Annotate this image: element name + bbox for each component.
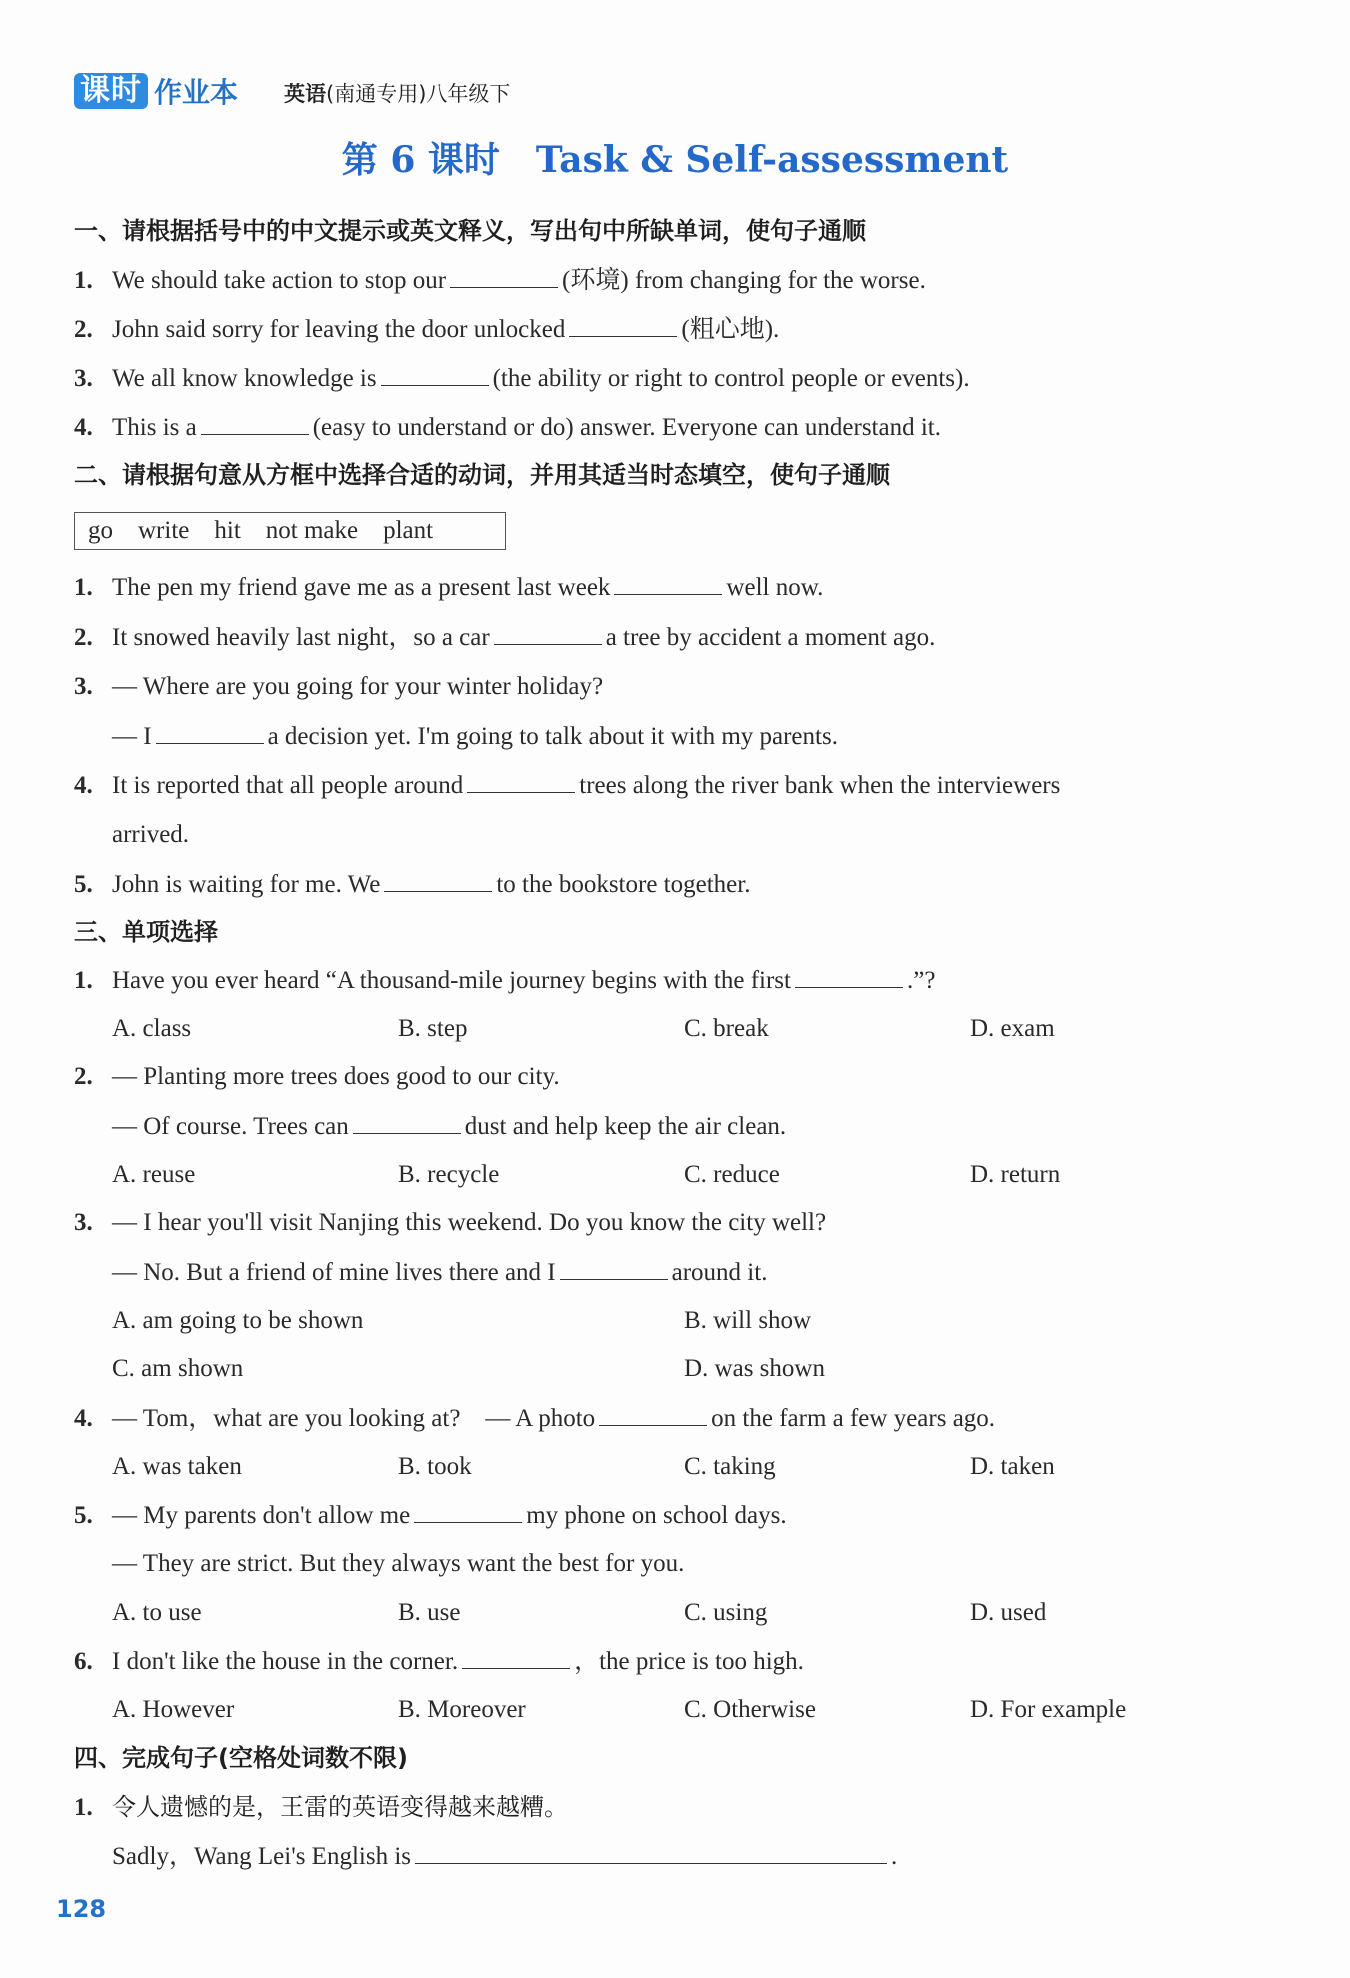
- question-text: .”?: [906, 967, 936, 994]
- option-a[interactable]: A. reuse: [112, 1161, 196, 1188]
- question-text: John is waiting for me. We: [112, 871, 381, 898]
- answer-blank[interactable]: [467, 770, 575, 793]
- option-b[interactable]: B. Moreover: [398, 1696, 526, 1723]
- question-text: — Of course. Trees can: [112, 1113, 349, 1140]
- option-c[interactable]: C. reduce: [684, 1161, 780, 1188]
- question-text: — I hear you'll visit Nanjing this weekend. Do you know the city well?: [112, 1209, 827, 1236]
- s1-question-2: [74, 314, 779, 345]
- s3-question-5: [74, 1500, 787, 1531]
- question-text: It is reported that all people around: [112, 772, 464, 799]
- question-text: .: [891, 1843, 898, 1870]
- logo-zuoye: 作业本: [154, 76, 239, 109]
- answer-blank[interactable]: [560, 1257, 668, 1280]
- question-text: John said sorry for leaving the door unlocked: [112, 316, 566, 343]
- subject-label: [284, 78, 510, 108]
- option-b[interactable]: B. recycle: [398, 1161, 500, 1188]
- option-b[interactable]: B. will show: [684, 1307, 812, 1334]
- question-number: 2.: [74, 316, 93, 343]
- question-number: 5.: [74, 1502, 93, 1529]
- question-text: a tree by accident a moment ago.: [605, 624, 936, 651]
- question-number: 6.: [74, 1648, 93, 1675]
- question-text: — Tom，what are you looking at? — A photo: [112, 1405, 596, 1432]
- s3-question-2: [74, 1062, 560, 1092]
- s2-question-4: [74, 770, 1060, 801]
- s2-question-4-cont: arrived.: [112, 821, 190, 848]
- question-number: 3.: [74, 1209, 93, 1236]
- question-text: — My parents don't allow me: [112, 1502, 411, 1529]
- s4-question-1-sentence: [112, 1841, 897, 1872]
- question-number: 2.: [74, 1063, 93, 1090]
- answer-blank[interactable]: [614, 572, 722, 595]
- s3-question-2-reply: [112, 1111, 786, 1142]
- option-b[interactable]: B. step: [398, 1015, 468, 1042]
- section-4-heading: 四、完成句子(空格处词数不限): [74, 1744, 408, 1772]
- page-title: 第 6 课时 Task & Self-assessment: [341, 139, 1009, 181]
- option-d[interactable]: D. exam: [970, 1015, 1055, 1042]
- question-text: This is a: [112, 414, 197, 441]
- s2-question-3: [74, 672, 603, 702]
- s2-question-5: [74, 869, 750, 900]
- question-text: 令人遗憾的是，王雷的英语变得越来越糟。: [112, 1793, 568, 1821]
- question-number: 3.: [74, 365, 93, 392]
- s2-question-3-reply: [112, 721, 838, 752]
- option-a[interactable]: A. was taken: [112, 1453, 242, 1480]
- question-number: 4.: [74, 1405, 93, 1432]
- question-number: 1.: [74, 574, 93, 601]
- publisher-logo: [74, 72, 238, 110]
- question-text: — Where are you going for your winter holiday?: [112, 673, 604, 700]
- s2-question-1: [74, 572, 823, 603]
- option-d[interactable]: D. return: [970, 1161, 1061, 1188]
- question-text: my phone on school days.: [526, 1502, 787, 1529]
- section-1-heading: 一、请根据括号中的中文提示或英文释义，写出句中所缺单词，使句子通顺: [74, 217, 866, 245]
- option-c[interactable]: C. taking: [684, 1453, 776, 1480]
- s4-question-1: [74, 1792, 568, 1823]
- s3-question-6: [74, 1646, 804, 1677]
- question-text: dust and help keep the air clean.: [464, 1113, 787, 1140]
- question-text: trees along the river bank when the interviewers: [579, 772, 1061, 799]
- option-c[interactable]: C. Otherwise: [684, 1696, 816, 1723]
- question-text: The pen my friend gave me as a present last week: [112, 574, 611, 601]
- s3-question-3: [74, 1208, 826, 1238]
- s2-question-2: [74, 622, 935, 653]
- question-number: 5.: [74, 871, 93, 898]
- question-text: Sadly，Wang Lei's English is: [112, 1843, 411, 1870]
- subject-grade: 八年级下: [426, 82, 511, 106]
- question-number: 1.: [74, 267, 93, 294]
- question-number: 1.: [74, 967, 93, 994]
- question-text: I don't like the house in the corner.: [112, 1648, 459, 1675]
- question-text: — Planting more trees does good to our city.: [112, 1063, 560, 1090]
- question-text: around it.: [671, 1259, 768, 1286]
- question-number: 1.: [74, 1794, 93, 1821]
- s3-question-3-reply: [112, 1257, 767, 1288]
- option-b[interactable]: B. use: [398, 1599, 461, 1626]
- question-text: It snowed heavily last night，so a car: [112, 624, 490, 651]
- answer-blank[interactable]: [414, 1500, 522, 1523]
- question-text: (环境) from changing for the worse.: [562, 267, 926, 294]
- question-text: (easy to understand or do) answer. Everyone can understand it.: [312, 414, 941, 441]
- option-a[interactable]: A. to use: [112, 1599, 202, 1626]
- question-text: — No. But a friend of mine lives there and I: [112, 1259, 556, 1286]
- question-text: to the bookstore together.: [496, 871, 751, 898]
- answer-blank[interactable]: [494, 622, 602, 645]
- answer-blank[interactable]: [462, 1646, 570, 1669]
- answer-blank[interactable]: [415, 1841, 887, 1864]
- answer-blank[interactable]: [156, 721, 264, 744]
- question-number: 3.: [74, 673, 93, 700]
- option-d[interactable]: D. used: [970, 1599, 1047, 1626]
- logo-keshi: 课时: [74, 73, 148, 109]
- answer-blank[interactable]: [599, 1403, 707, 1426]
- answer-blank[interactable]: [450, 265, 558, 288]
- s1-question-1: [74, 265, 926, 296]
- section-2-heading: 二、请根据句意从方框中选择合适的动词，并用其适当时态填空，使句子通顺: [74, 461, 890, 489]
- section-3-heading: 三、单项选择: [74, 918, 218, 946]
- answer-blank[interactable]: [381, 363, 489, 386]
- question-text: We all know knowledge is: [112, 365, 377, 392]
- question-number: 4.: [74, 414, 93, 441]
- question-text: on the farm a few years ago.: [711, 1405, 996, 1432]
- option-a[interactable]: A. am going to be shown: [112, 1307, 364, 1334]
- subject-paren: (南通专用): [326, 82, 427, 106]
- option-c[interactable]: C. break: [684, 1015, 769, 1042]
- answer-blank[interactable]: [201, 412, 309, 435]
- answer-blank[interactable]: [384, 869, 492, 892]
- option-a[interactable]: A. However: [112, 1696, 235, 1723]
- word-box-words: go write hit not make plant: [88, 517, 434, 544]
- question-text: a decision yet. I'm going to talk about it with my parents.: [267, 723, 838, 750]
- question-number: 4.: [74, 772, 93, 799]
- question-text: ，the price is too high.: [574, 1648, 804, 1675]
- answer-blank[interactable]: [569, 314, 677, 337]
- question-text: Have you ever heard “A thousand-mile journey begins with the first: [112, 967, 791, 994]
- option-c[interactable]: C. using: [684, 1599, 768, 1626]
- s3-question-4: [74, 1403, 995, 1434]
- subject-main: 英语: [284, 82, 326, 106]
- question-text: (粗心地).: [681, 316, 780, 343]
- s1-question-3: [74, 363, 970, 394]
- question-text: We should take action to stop our: [112, 267, 447, 294]
- option-d[interactable]: D. For example: [970, 1696, 1127, 1723]
- answer-blank[interactable]: [795, 965, 903, 988]
- option-c[interactable]: C. am shown: [112, 1355, 244, 1382]
- option-a[interactable]: A. class: [112, 1015, 192, 1042]
- s1-question-4: [74, 412, 941, 443]
- option-d[interactable]: D. taken: [970, 1453, 1055, 1480]
- answer-blank[interactable]: [353, 1111, 461, 1134]
- s3-question-1: [74, 965, 935, 996]
- option-b[interactable]: B. took: [398, 1453, 472, 1480]
- page-number: 128: [56, 1895, 107, 1923]
- question-text: well now.: [726, 574, 824, 601]
- option-d[interactable]: D. was shown: [684, 1355, 825, 1382]
- question-text: — I: [112, 723, 152, 750]
- s3-question-5-reply: — They are strict. But they always want the best for you.: [112, 1550, 685, 1577]
- question-text: (the ability or right to control people or events).: [492, 365, 970, 392]
- question-number: 2.: [74, 624, 93, 651]
